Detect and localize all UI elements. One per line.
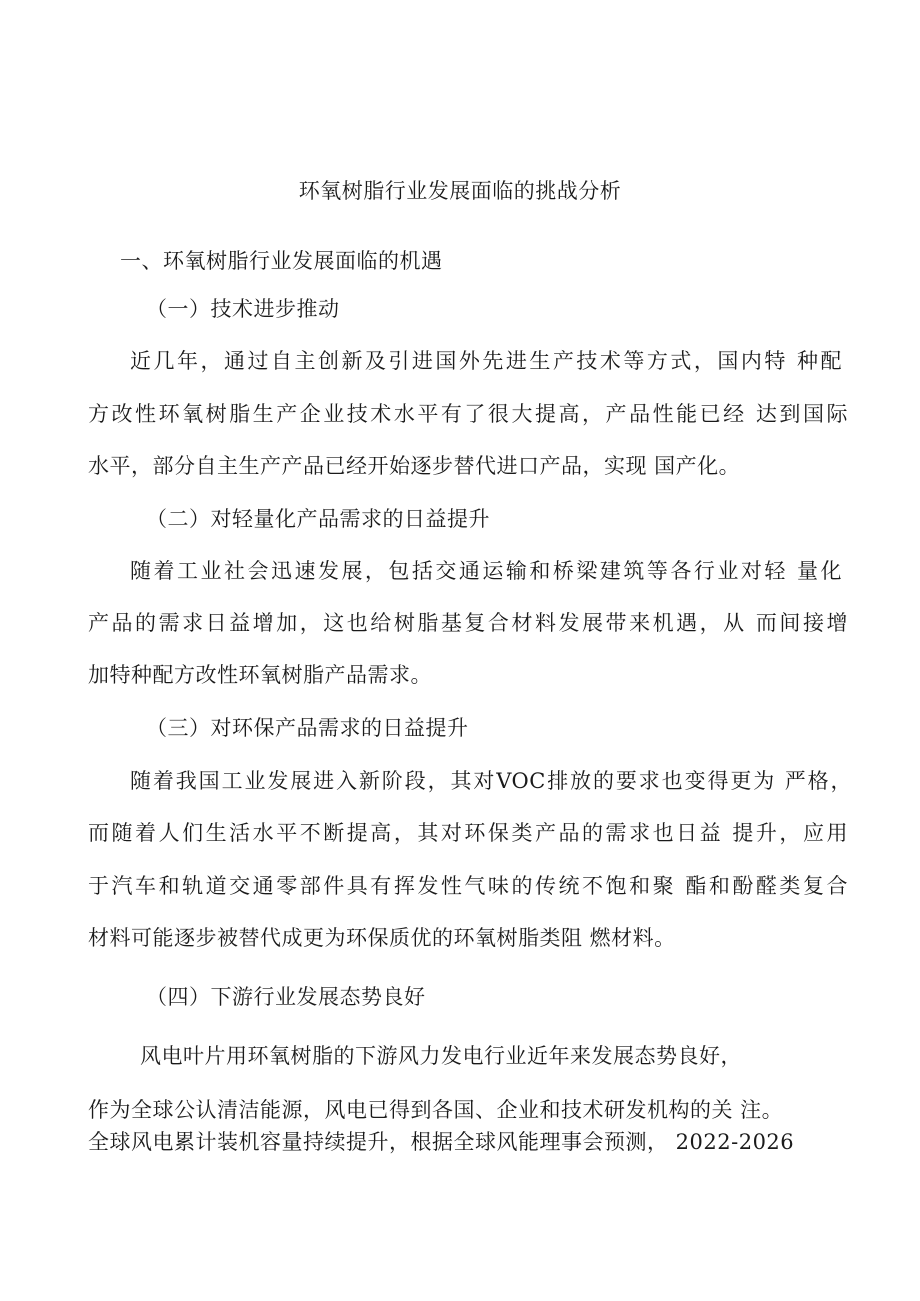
paragraph-line: 风电叶片用环氧树脂的下游风力发电行业近年来发展态势良好， xyxy=(140,1044,742,1068)
subsection-heading-downstream: （四）下游行业发展态势良好 xyxy=(146,985,426,1009)
paragraph-line: 材料可能逐步被替代成更为环保质优的环氧树脂类阻 燃材料。 xyxy=(88,926,676,950)
paragraph-line: 于汽车和轨道交通零部件具有挥发性气味的传统不饱和聚 酯和酚醛类复合 xyxy=(88,874,848,898)
paragraph-line: 方改性环氧树脂生产企业技术水平有了很大提高，产品性能已经 达到国际 xyxy=(88,402,848,426)
paragraph-line: 全球风电累计装机容量持续提升，根据全球风能理事会预测， 2022-2026 xyxy=(88,1130,795,1154)
paragraph-line: 近几年，通过自主创新及引进国外先进生产技术等方式，国内特 种配 xyxy=(130,349,842,373)
document-title: 环氧树脂行业发展面临的挑战分析 xyxy=(298,179,622,203)
section-heading-opportunities: 一、环氧树脂行业发展面临的机遇 xyxy=(120,249,443,273)
paragraph-line: 作为全球公认清洁能源，风电已得到各国、企业和技术研发机构的关 注。 xyxy=(88,1098,784,1122)
paragraph-line: 加特种配方改性环氧树脂产品需求。 xyxy=(88,663,432,687)
paragraph-line: 而随着人们生活水平不断提高，其对环保类产品的需求也日益 提升，应用 xyxy=(88,821,848,845)
paragraph-line: 随着工业社会迅速发展，包括交通运输和桥梁建筑等各行业对轻 量化 xyxy=(130,559,842,583)
subsection-heading-eco-demand: （三）对环保产品需求的日益提升 xyxy=(146,716,469,740)
subsection-heading-tech-progress: （一）技术进步推动 xyxy=(146,297,340,321)
paragraph-line: 产品的需求日益增加，这也给树脂基复合材料发展带来机遇，从 而间接增 xyxy=(88,611,848,635)
paragraph-line: 随着我国工业发展进入新阶段，其对VOC排放的要求也变得更为 严格， xyxy=(130,769,852,793)
paragraph-line: 水平，部分自主生产产品已经开始逐步替代进口产品，实现 国产化。 xyxy=(88,454,741,478)
subsection-heading-lightweight-demand: （二）对轻量化产品需求的日益提升 xyxy=(146,507,490,531)
